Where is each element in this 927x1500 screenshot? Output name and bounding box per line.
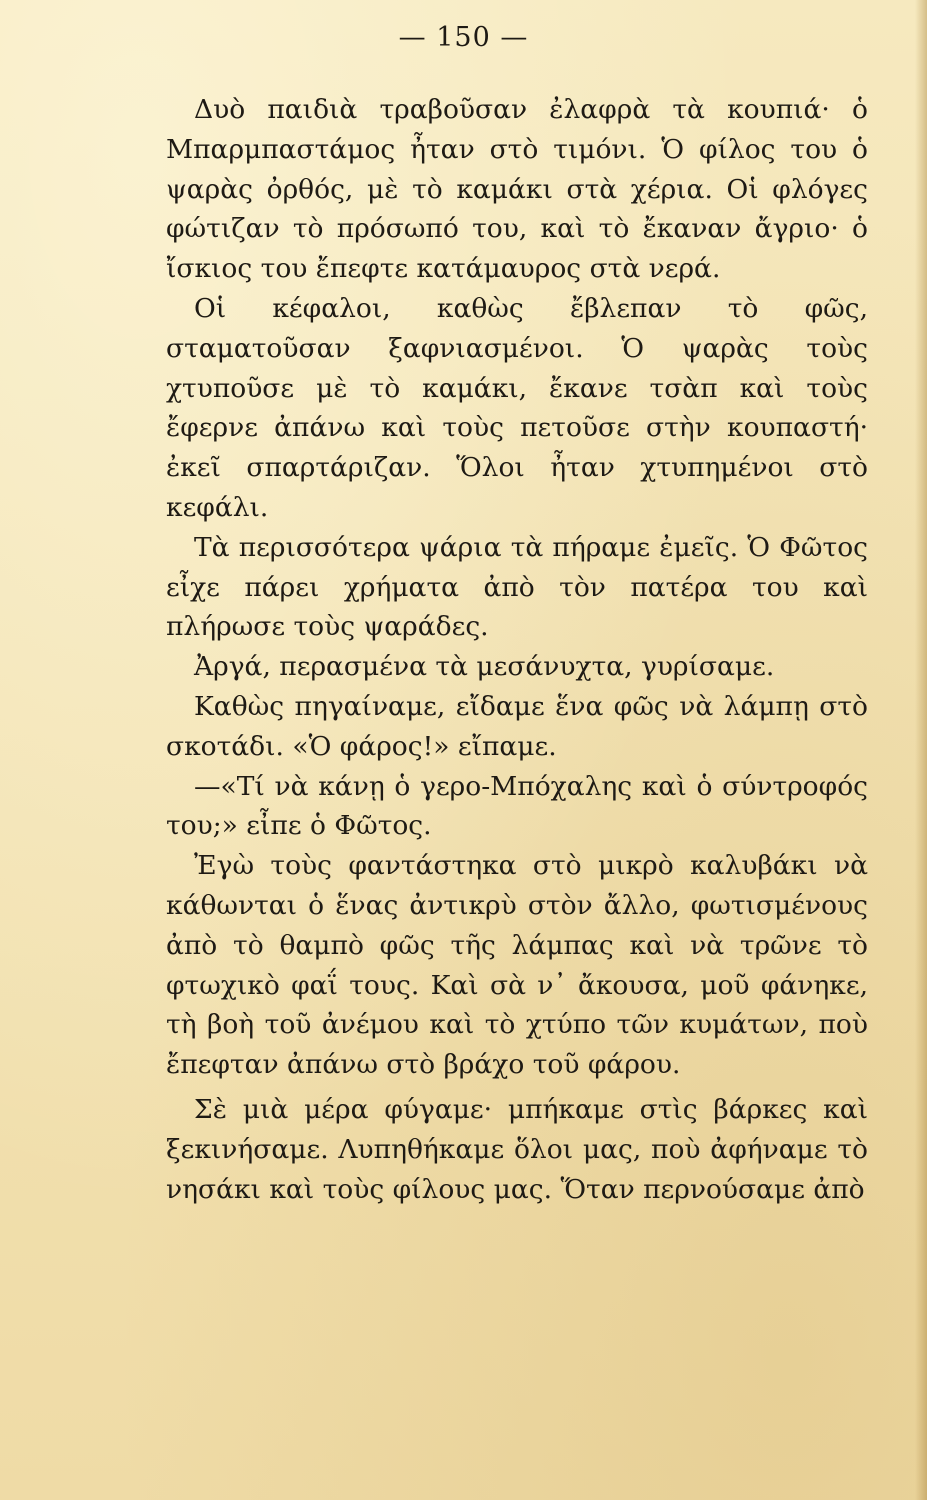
paragraph: Σὲ μιὰ μέρα φύγαμε· μπήκαμε στὶς βάρκες καὶ ξεκινήσαμε. Λυπηθήκαμε ὅλοι μας, ποὺ ἀφήναμε τὸ νησάκι καὶ τοὺς φίλους μας. Ὅταν περνούσαμε ἀπὸ: [166, 1094, 868, 1205]
paragraph: Ἐγὼ τοὺς φαντάστηκα στὸ μικρὸ καλυβάκι νὰ κάθωνται ὁ ἕνας ἀντικρὺ στὸν ἄλλο, φωτισμένους ἀπὸ τὸ θαμπὸ φῶς τῆς λάμπας καὶ νὰ τρῶνε τὸ φτωχικὸ φαΐ τους. Καὶ σὰ ν᾿ ἄκουσα, μοῦ φάνηκε, τὴ βοὴ τοῦ ἀνέμου καὶ τὸ χτύπο τῶν κυμάτων, ποὺ ἔπεφταν ἀπάνω στὸ βράχο τοῦ φάρου.: [166, 850, 868, 1081]
paragraph: Δυὸ παιδιὰ τραβοῦσαν ἐλαφρὰ τὰ κουπιά· ὁ Μπαρμπαστάμος ἦταν στὸ τιμόνι. Ὁ φίλος του ὁ ψαρὰς ὀρθός, μὲ τὸ καμάκι στὰ χέρια. Οἱ φλόγες φώτιζαν τὸ πρόσωπό του, καὶ τὸ ἔκαναν ἄγριο· ὁ ἴσκιος του ἔπεφτε κατάμαυρος στὰ νερά.: [166, 94, 868, 285]
page-edge-shadow: [915, 0, 927, 1500]
paragraph: Τὰ περισσότερα ψάρια τὰ πήραμε ἐμεῖς. Ὁ Φῶτος εἶχε πάρει χρήματα ἀπὸ τὸν πατέρα του καὶ πλήρωσε τοὺς ψαράδες.: [166, 531, 868, 643]
paragraph: —«Τί νὰ κάνῃ ὁ γερο-Μπόχαλης καὶ ὁ σύντροφός του;» εἶπε ὁ Φῶτος.: [166, 770, 868, 842]
main-text-block: [166, 90, 868, 1085]
paragraph: Καθὼς πηγαίναμε, εἴδαμε ἕνα φῶς νὰ λάμπῃ στὸ σκοτάδι. «Ὁ φάρος!» εἴπαμε.: [166, 690, 868, 762]
section-text-block: [166, 1090, 868, 1209]
paragraph: Ἀργά, περασμένα τὰ μεσάνυχτα, γυρίσαμε.: [194, 651, 775, 683]
paragraph: Οἱ κέφαλοι, καθὼς ἔβλεπαν τὸ φῶς, σταματοῦσαν ξαφνιασμένοι. Ὁ ψαρὰς τοὺς χτυποῦσε μὲ τὸ καμάκι, ἔκανε τσὰπ καὶ τοὺς ἔφερνε ἀπάνω καὶ τοὺς πετοῦσε στὴν κουπαστή· ἐκεῖ σπαρτάριζαν. Ὅλοι ἦταν χτυπημένοι στὸ κεφάλι.: [166, 292, 868, 523]
page-number: — 150 —: [398, 22, 529, 53]
